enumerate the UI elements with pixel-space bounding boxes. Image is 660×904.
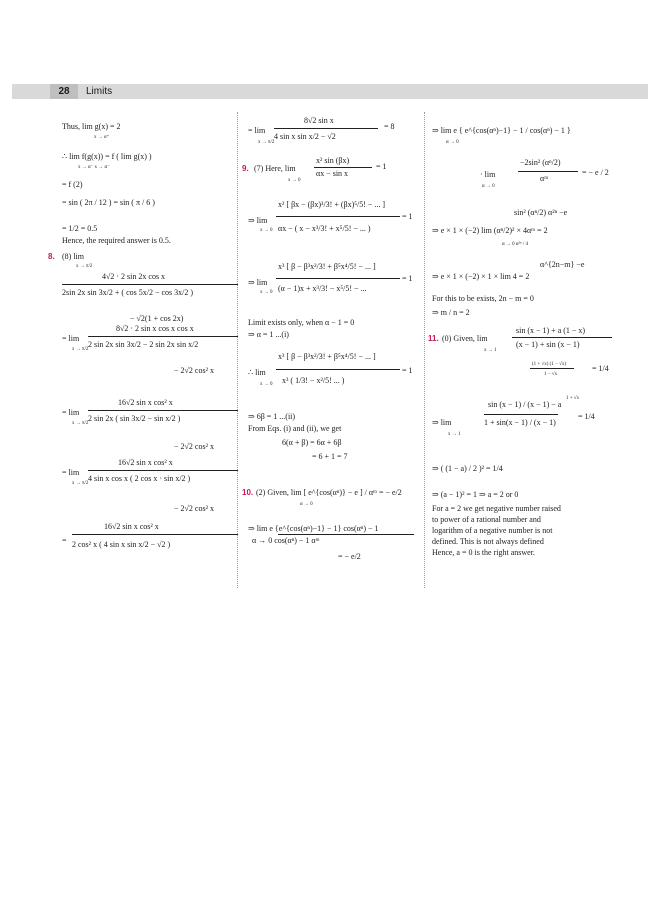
fraction-denominator: αx − ( x − x³/3! + x⁵/5! − ... ) — [278, 224, 371, 233]
fraction-numerator: x² sin (βx) — [316, 156, 350, 165]
math-line: ⇒ lim — [248, 278, 268, 287]
math-line: = f (2) — [62, 180, 83, 189]
math-line: = − e / 2 — [582, 168, 609, 177]
math-line: = lim — [248, 126, 266, 135]
text-line: to power of a rational number and — [432, 515, 541, 524]
fraction-bar — [276, 278, 400, 279]
limit-subscript: x → π/2 — [258, 140, 275, 145]
math-line: = — [62, 536, 67, 545]
fraction-numerator: −2sin² (αⁿ/2) — [520, 158, 561, 167]
fraction-numerator: x³ [ β − β³x²/3! + β⁵x⁴/5! − ... ] — [278, 262, 376, 271]
fraction-denominator: αx − sin x — [316, 169, 349, 178]
chapter-title: Limits — [86, 86, 113, 97]
fraction-bar — [88, 410, 238, 411]
fraction-bar — [484, 414, 558, 415]
fraction-bar — [518, 171, 578, 172]
math-line: − 2√2 cos² x — [174, 504, 214, 513]
text-line: defined. This is not always defined — [432, 537, 544, 546]
fraction-numerator: 8√2 sin x — [304, 116, 334, 125]
fraction-denominator: 2 cos² x ( 4 sin x sin x/2 − √2 ) — [72, 540, 171, 549]
math-line: (7) Here, lim — [254, 164, 296, 173]
fraction-denominator: x³ ( 1/3! − x²/5! ... ) — [282, 376, 345, 385]
problem-number: 9. — [242, 164, 249, 173]
math-line: Thus, lim g(x) = 2 — [62, 122, 121, 131]
math-line: ⇒ 6β = 1 ...(ii) — [248, 412, 296, 421]
math-line: = 1 — [402, 274, 413, 283]
fraction-denominator: 2 sin 2x ( sin 3x/2 − sin x/2 ) — [88, 414, 181, 423]
math-line: = 1/2 = 0.5 — [62, 224, 98, 233]
math-line: α → 0 cos(αⁿ) − 1 αᵐ — [252, 536, 320, 545]
fraction-denominator: αᵐ — [540, 174, 549, 183]
text-line: For this to be exists, 2n − m = 0 — [432, 294, 534, 303]
limit-subscript: x → 0 — [260, 382, 273, 387]
math-line: = 1 — [376, 162, 387, 171]
fraction-numerator: (1 + √x) (1 − √x) — [532, 362, 567, 367]
math-line: = lim — [62, 408, 80, 417]
fraction-bar — [314, 167, 372, 168]
text-line: From Eqs. (i) and (ii), we get — [248, 424, 342, 433]
math-line: ⇒ lim — [432, 418, 452, 427]
math-line: − 2√2 cos² x — [174, 442, 214, 451]
math-line: − √2(1 + cos 2x) — [130, 314, 184, 323]
limit-subscript: x → α⁻ x → α⁻ — [78, 165, 110, 170]
fraction-denominator: 2sin 2x sin 3x/2 + ( cos 5x/2 − cos 3x/2 ) — [62, 288, 194, 297]
fraction-denominator: 4 sin x cos x ( 2 cos x · sin x/2 ) — [88, 474, 191, 483]
text-line: Hence, a = 0 is the right answer. — [432, 548, 535, 557]
math-line: = sin ( 2π / 12 ) = sin ( π / 6 ) — [62, 198, 155, 207]
fraction-denominator: (x − 1) + sin (x − 1) — [516, 340, 580, 349]
limit-subscript: x → 0 — [260, 228, 273, 233]
fraction-denominator: 4 sin x sin x/2 − √2 — [274, 132, 336, 141]
text-line: For a = 2 we get negative number raised — [432, 504, 561, 513]
solution-column-2 — [242, 112, 420, 588]
fraction-denominator: (α − 1)x + x³/3! − x⁵/5! − ... — [278, 284, 367, 293]
math-line: ⇒ lim e { e^{cos(αⁿ)−1} − 1 / cos(αⁿ) − 1 } — [432, 126, 571, 135]
column-divider-1 — [237, 112, 238, 588]
math-line: = 6 + 1 = 7 — [312, 452, 348, 461]
math-line: = 1 — [402, 212, 413, 221]
math-line: = 8 — [384, 122, 395, 131]
fraction-numerator: 16√2 sin x cos² x — [118, 398, 173, 407]
exponent: 1 + √x — [566, 396, 580, 401]
solution-column-3 — [428, 112, 628, 588]
text-line: Limit exists only, when α − 1 = 0 — [248, 318, 355, 327]
limit-subscript: α → 0 — [446, 140, 459, 145]
math-line: ⇒ lim — [248, 216, 268, 225]
math-line: = lim — [62, 334, 80, 343]
math-line: (2) Given, lim [ e^{cos(αⁿ)} − e ] / αᵐ = − e/2 — [256, 488, 402, 497]
math-line: ⇒ (a − 1)² = 1 ⇒ a = 2 or 0 — [432, 490, 519, 499]
math-line: 6(α + β) = 6α + 6β — [282, 438, 342, 447]
math-line: = 1 — [402, 366, 413, 375]
math-line: − 2√2 cos² x — [174, 366, 214, 375]
fraction-numerator: 4√2 · 2 sin 2x cos x — [102, 272, 166, 281]
fraction-bar — [530, 368, 574, 369]
page-number: 28 — [50, 84, 78, 99]
solution-column-1 — [44, 112, 234, 588]
limit-subscript: x → π/2 — [72, 481, 89, 486]
math-line: ∴ lim f(g(x)) = f ( lim g(x) ) — [62, 152, 152, 161]
fraction-numerator: sin (x − 1) / (x − 1) − a — [488, 400, 562, 409]
limit-subscript: x → 1 — [484, 348, 497, 353]
limit-subscript: x → 0 — [260, 290, 273, 295]
fraction-bar — [276, 369, 400, 370]
math-line: · lim — [480, 170, 496, 179]
math-line: ⇒ lim e {e^{cos(αⁿ)−1} − 1} cos(αⁿ) − 1 — [248, 524, 379, 533]
limit-subscript: x → 1 — [448, 432, 461, 437]
fraction-bar — [88, 336, 238, 337]
math-line: = lim — [62, 468, 80, 477]
fraction-bar — [278, 534, 414, 535]
math-line: sin² (αⁿ/2) α²ⁿ −e — [514, 208, 568, 217]
math-line: = 1/4 — [578, 412, 595, 421]
math-line: = − e/2 — [338, 552, 361, 561]
math-line: ⇒ m / n = 2 — [432, 308, 470, 317]
fraction-denominator: 1 + sin(x − 1) / (x − 1) — [484, 418, 556, 427]
fraction-bar — [88, 470, 238, 471]
math-line: = 1/4 — [592, 364, 609, 373]
limit-subscript: α → 0 α²ⁿ / 4 — [502, 242, 528, 247]
fraction-numerator: 8√2 · 2 sin x cos x cos x — [116, 324, 194, 333]
math-line: ⇒ ( (1 − a) / 2 )² = 1/4 — [432, 464, 503, 473]
math-line: ⇒ e × 1 × (−2) × 1 × lim 4 = 2 — [432, 272, 530, 281]
fraction-bar — [512, 337, 612, 338]
fraction-bar — [62, 284, 238, 285]
limit-subscript: x → α⁺ — [94, 135, 110, 140]
text-line: Hence, the required answer is 0.5. — [62, 236, 171, 245]
fraction-numerator: 16√2 sin x cos² x — [118, 458, 173, 467]
limit-subscript: x → π/2 — [72, 347, 89, 352]
math-line: (0) Given, lim — [442, 334, 488, 343]
limit-subscript: x → 0 — [288, 178, 301, 183]
math-line: ⇒ e × 1 × (−2) lim (αⁿ/2)² × 4αᵐ = 2 — [432, 226, 548, 235]
limit-subscript: x → π/2 — [72, 421, 89, 426]
fraction-numerator: x³ [ β − β³x²/3! + β⁵x⁴/5! − ... ] — [278, 352, 376, 361]
fraction-bar — [274, 128, 378, 129]
page-header — [12, 84, 648, 99]
math-line: ⇒ α = 1 ...(i) — [248, 330, 289, 339]
fraction-bar — [72, 534, 238, 535]
limit-subscript: x → π/2 — [76, 264, 93, 269]
problem-number: 8. — [48, 252, 55, 261]
fraction-numerator: x² [ βx − (βx)³/3! + (βx)⁵/5! − ... ] — [278, 200, 386, 209]
text-line: logarithm of a negative number is not — [432, 526, 553, 535]
limit-subscript: α → 0 — [482, 184, 495, 189]
math-line: α^{2n−m} −e — [540, 260, 585, 269]
fraction-denominator: 1 − √x — [544, 372, 558, 377]
fraction-denominator: 2 sin 2x sin 3x/2 − 2 sin 2x sin x/2 — [88, 340, 199, 349]
problem-number: 11. — [428, 334, 439, 343]
limit-subscript: α → 0 — [300, 502, 313, 507]
fraction-numerator: sin (x − 1) + a (1 − x) — [516, 326, 586, 335]
column-divider-2 — [424, 112, 425, 588]
math-line: (8) lim — [62, 252, 84, 261]
fraction-bar — [276, 216, 400, 217]
fraction-numerator: 16√2 sin x cos² x — [104, 522, 159, 531]
problem-number: 10. — [242, 488, 254, 497]
math-line: ∴ lim — [248, 368, 266, 377]
